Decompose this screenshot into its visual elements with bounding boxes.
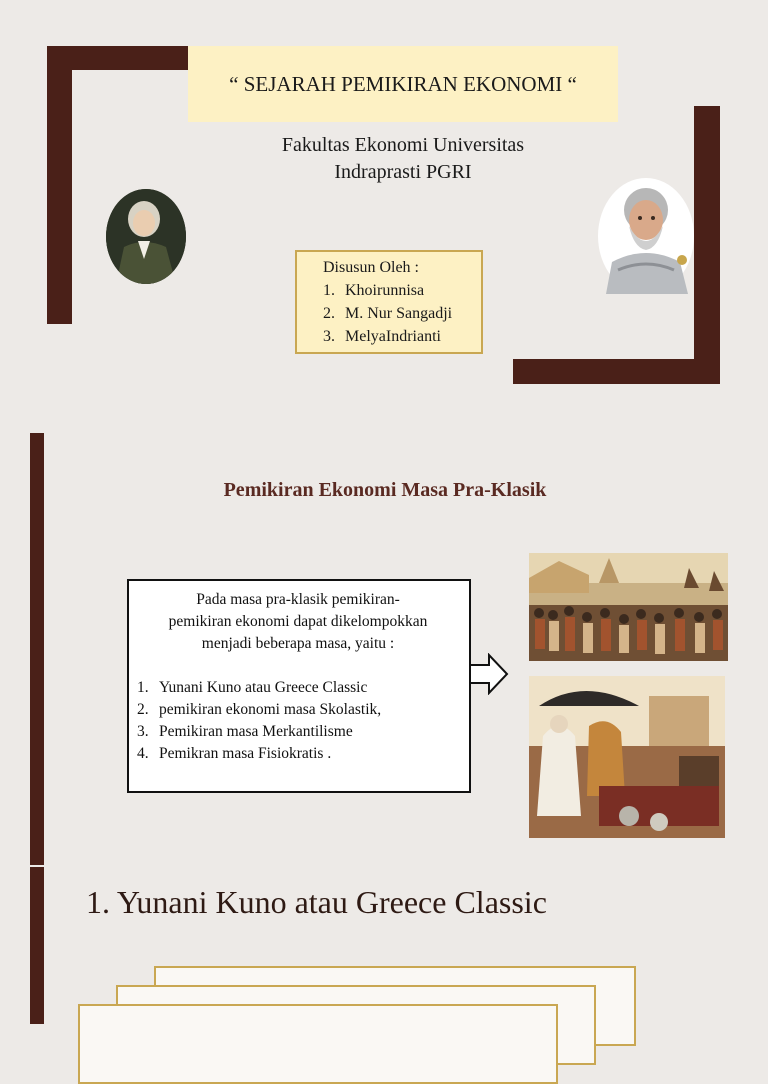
author-number: 2.	[323, 305, 335, 322]
slide2-side-bar	[30, 433, 44, 865]
stacked-card-front	[78, 1004, 558, 1084]
right-arrow-icon	[469, 653, 509, 695]
author-item	[323, 302, 473, 325]
intro-line-1: Pada masa pra-klasik pemikiran-	[196, 591, 400, 608]
intro-line-2: pemikiran ekonomi dapat dikelompokkan	[168, 613, 428, 630]
bazaar-market-painting	[529, 676, 725, 838]
portrait-right-art	[598, 178, 694, 294]
slide3-side-bar	[30, 867, 44, 1024]
presentation-title-text: “ SEJARAH PEMIKIRAN EKONOMI “	[229, 71, 577, 96]
author-credits-box	[295, 250, 483, 354]
author-number: 3.	[323, 328, 335, 345]
credits-heading: Disusun Oleh :	[323, 259, 419, 276]
intro-paragraph	[133, 589, 463, 655]
pra-klasik-text-box	[127, 579, 471, 793]
era-number: 4.	[137, 745, 149, 762]
portrait-left-image	[106, 189, 186, 284]
frame-bar-left	[47, 46, 72, 324]
author-name: Khoirunnisa	[345, 282, 425, 299]
section-title-pra-klasik: Pemikiran Ekonomi Masa Pra-Klasik	[223, 479, 547, 501]
harbor-market-painting	[529, 553, 728, 661]
frame-bar-right	[694, 106, 720, 384]
portrait-right-image	[598, 178, 694, 294]
era-list-item	[133, 743, 463, 765]
era-list-item	[133, 699, 463, 721]
section-title-yunani-kuno: 1. Yunani Kuno atau Greece Classic	[86, 884, 547, 920]
author-item	[323, 279, 473, 302]
author-item	[323, 325, 473, 348]
faculty-subtitle	[200, 132, 606, 186]
bazaar-market-art	[529, 676, 725, 838]
author-list	[323, 279, 473, 348]
author-number: 1.	[323, 282, 335, 299]
intro-line-3: menjadi beberapa masa, yaitu :	[201, 635, 395, 652]
era-list	[133, 677, 463, 765]
presentation-title	[188, 46, 618, 122]
era-number: 2.	[137, 701, 149, 718]
harbor-market-art	[529, 553, 728, 661]
era-list-item	[133, 721, 463, 743]
era-text: Yunani Kuno atau Greece Classic	[159, 679, 368, 696]
frame-bar-bottom-right	[513, 359, 720, 384]
era-text: Pemikran masa Fisiokratis .	[159, 745, 332, 762]
faculty-line-2: Indraprasti PGRI	[334, 161, 472, 183]
author-name: M. Nur Sangadji	[345, 305, 453, 322]
author-name: MelyaIndrianti	[345, 328, 441, 345]
portrait-left-art	[106, 189, 186, 284]
faculty-line-1: Fakultas Ekonomi Universitas	[281, 134, 525, 156]
era-list-item	[133, 677, 463, 699]
era-text: pemikiran ekonomi masa Skolastik,	[159, 701, 382, 718]
era-number: 1.	[137, 679, 149, 696]
era-text: Pemikiran masa Merkantilisme	[159, 723, 353, 740]
era-number: 3.	[137, 723, 149, 740]
